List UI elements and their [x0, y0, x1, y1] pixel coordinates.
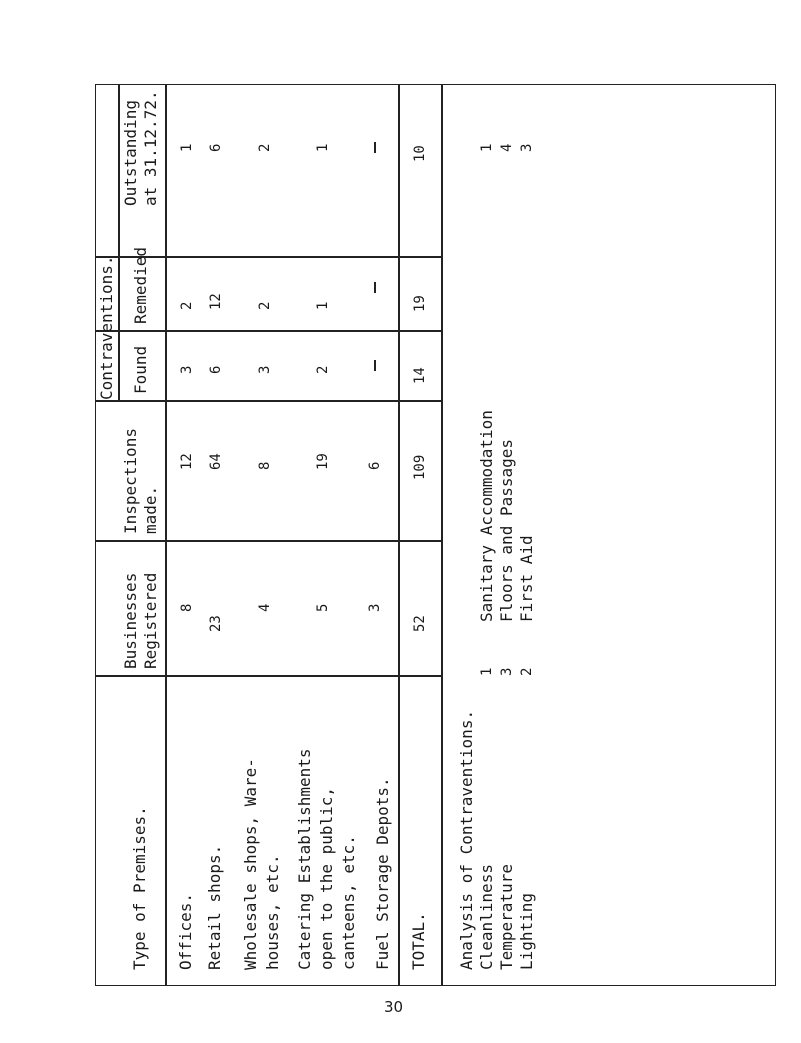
wholesale-found: 3	[257, 365, 273, 374]
total-outstanding: 10	[412, 145, 428, 162]
retail-registered: 23	[208, 615, 224, 632]
analysis-first-aid-value: 3	[519, 143, 535, 152]
offices-found: 3	[179, 365, 195, 374]
header-contraventions: Contraventions.	[97, 255, 116, 400]
premises-fuel-storage: Fuel Storage Depots.	[373, 777, 392, 970]
premises-offices: Offices.	[176, 892, 195, 970]
premises-catering-line2: open to the public,	[317, 786, 336, 970]
header-found: Found	[131, 345, 150, 394]
retail-remedied: 12	[208, 293, 224, 310]
analysis-temperature-value: 3	[499, 667, 515, 676]
page-number: 30	[384, 998, 404, 1016]
premises-catering-line3: canteens, etc.	[339, 835, 358, 970]
total-registered: 52	[412, 615, 428, 632]
wholesale-outstanding: 2	[257, 143, 273, 152]
retail-found: 6	[208, 365, 224, 374]
header-remedied: Remedied	[131, 246, 150, 324]
analysis-sanitary-label: Sanitary Accommodation	[477, 410, 496, 622]
row-rule-found	[95, 400, 441, 402]
retail-inspections: 64	[208, 453, 224, 470]
premises-wholesale-line1: Wholesale shops, Ware-	[241, 758, 260, 970]
col-rule-header-contraventions	[118, 84, 120, 401]
offices-inspections: 12	[179, 453, 195, 470]
row-rule-remedied	[95, 330, 441, 332]
header-outstanding-line2: at 31.12.72.	[141, 90, 160, 206]
header-inspections-line1: Inspections	[121, 428, 140, 534]
offices-outstanding: 1	[179, 143, 195, 152]
wholesale-registered: 4	[257, 603, 273, 612]
catering-remedied: 1	[315, 301, 331, 310]
fuel-remedied-dash	[374, 282, 376, 293]
header-outstanding-line1: Outstanding	[121, 100, 140, 206]
offices-remedied: 2	[179, 301, 195, 310]
header-businesses-line2: Registered	[141, 572, 160, 669]
analysis-title: Analysis of Contraventions.	[457, 709, 476, 970]
premises-retail-shops: Retail shops.	[205, 844, 224, 970]
header-businesses-line1: Businesses	[121, 572, 140, 669]
fuel-inspections: 6	[367, 461, 383, 470]
analysis-lighting-label: Lighting	[517, 892, 536, 970]
row-rule-registered	[95, 675, 441, 677]
catering-inspections: 19	[315, 453, 331, 470]
wholesale-remedied: 2	[257, 301, 273, 310]
analysis-sanitary-value: 1	[479, 143, 495, 152]
catering-registered: 5	[315, 603, 331, 612]
header-type-of-premises: Type of Premises.	[130, 806, 149, 970]
total-label: TOTAL.	[409, 912, 428, 970]
fuel-outstanding-dash	[374, 142, 376, 153]
catering-found: 2	[315, 365, 331, 374]
retail-outstanding: 6	[208, 143, 224, 152]
premises-table	[95, 84, 776, 986]
total-inspections: 109	[412, 454, 428, 480]
analysis-temperature-label: Temperature	[497, 864, 516, 970]
analysis-cleanliness-label: Cleanliness	[477, 864, 496, 970]
premises-wholesale-line2: houses, etc.	[263, 854, 282, 970]
analysis-floors-label: Floors and Passages	[497, 438, 516, 622]
col-rule-analysis	[441, 84, 443, 986]
col-rule-header	[165, 84, 167, 986]
fuel-found-dash	[374, 360, 376, 371]
total-found: 14	[412, 367, 428, 384]
premises-catering-line1: Catering Establishments	[295, 748, 314, 970]
row-rule-inspections	[95, 540, 441, 542]
analysis-floors-value: 4	[499, 143, 515, 152]
analysis-first-aid-label: First Aid	[517, 535, 536, 622]
wholesale-inspections: 8	[257, 461, 273, 470]
header-inspections-line2: made.	[141, 485, 160, 534]
analysis-lighting-value: 2	[519, 667, 535, 676]
offices-registered: 8	[179, 603, 195, 612]
analysis-cleanliness-value: 1	[479, 667, 495, 676]
catering-outstanding: 1	[315, 143, 331, 152]
total-remedied: 19	[412, 295, 428, 312]
col-rule-total	[398, 84, 400, 986]
fuel-registered: 3	[367, 603, 383, 612]
